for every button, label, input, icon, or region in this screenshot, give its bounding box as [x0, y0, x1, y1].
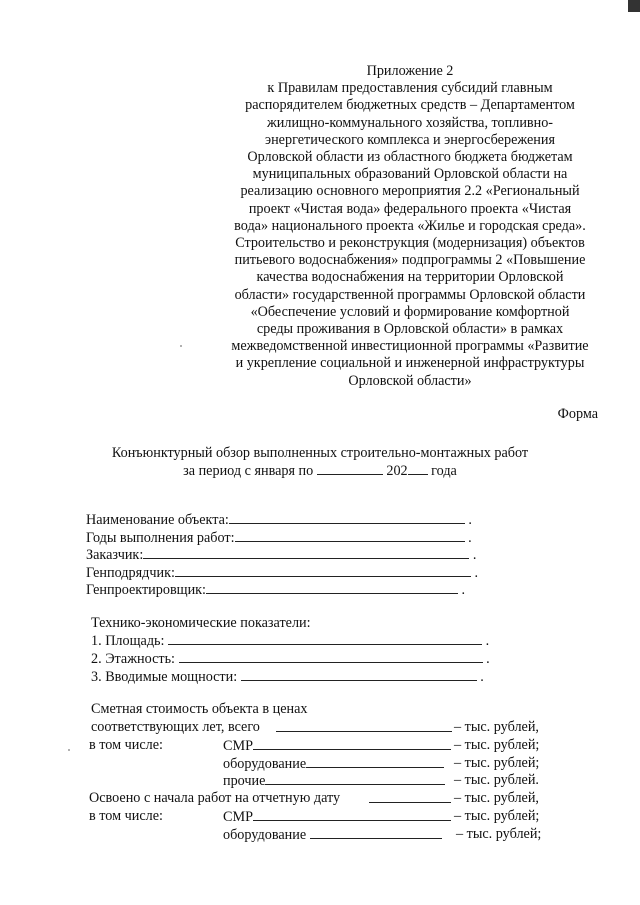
capacity-blank[interactable]: [241, 668, 477, 681]
cost-total-label: соответствующих лет, всего: [91, 719, 260, 735]
appendix-line: Приложение 2: [366, 63, 454, 79]
work-years-blank[interactable]: [235, 529, 465, 542]
appendix-line: муниципальных образований Орловской области на: [252, 166, 568, 183]
floors-blank[interactable]: [179, 650, 483, 663]
designer-row: [86, 581, 465, 599]
cost-equipment-label: оборудование: [223, 756, 307, 772]
mastered-smr-blank[interactable]: [253, 808, 451, 821]
title-period-suffix: года: [431, 463, 457, 479]
cost-total-blank-wrap: [276, 719, 452, 737]
object-name-blank[interactable]: [229, 511, 465, 524]
appendix-line: среды проживания в Орловской области» в рамках: [256, 321, 564, 338]
scan-speck: [180, 345, 182, 347]
designer-blank[interactable]: [206, 581, 458, 594]
mastered-incl-label: в том числе:: [89, 808, 163, 824]
appendix-line: межведомственной инвестиционной программы «Развитие: [231, 338, 589, 355]
cost-other-blank[interactable]: [265, 772, 445, 785]
customer-blank[interactable]: [143, 546, 469, 559]
row-dot: .: [468, 530, 472, 546]
area-label: 1. Площадь:: [91, 633, 165, 649]
mastered-unit: – тыс. рублей,: [454, 790, 539, 806]
mastered-equipment-row: [223, 826, 442, 844]
row-dot: .: [468, 512, 472, 528]
contractor-row: [86, 564, 478, 582]
appendix-line: вода» национального проекта «Жилье и городская среда».: [234, 217, 586, 234]
cost-smr-label: СМР: [223, 738, 253, 754]
appendix-line: питьевого водоснабжения» подпрограммы 2 «Повышение: [234, 252, 586, 269]
cost-smr-unit: – тыс. рублей;: [454, 737, 540, 753]
customer-row: [86, 546, 476, 564]
work-years-row: [86, 529, 472, 547]
row-dot: .: [486, 651, 490, 667]
appendix-line: Орловской области из областного бюджета бюджетам: [247, 149, 573, 166]
cost-equipment-unit: – тыс. рублей;: [454, 755, 540, 771]
cost-smr-row: [223, 737, 451, 755]
mastered-blank[interactable]: [369, 790, 451, 803]
scan-corner-mark: [628, 0, 640, 12]
cost-smr-blank[interactable]: [253, 737, 451, 750]
area-blank[interactable]: [168, 632, 482, 645]
work-years-label: Годы выполнения работ:: [86, 530, 235, 546]
cost-equipment-blank[interactable]: [306, 755, 444, 768]
mastered-equipment-blank[interactable]: [310, 826, 442, 839]
cost-other-label: прочие: [223, 773, 266, 789]
cost-heading: Сметная стоимость объекта в ценах: [91, 701, 308, 717]
floors-row: [91, 650, 490, 668]
appendix-line: реализацию основного мероприятия 2.2 «Региональный: [240, 183, 580, 200]
row-dot: .: [474, 565, 478, 581]
report-title: [0, 444, 640, 480]
title-line-1: Конъюнктурный обзор выполненных строительно-монтажных работ: [111, 445, 529, 461]
row-dot: .: [461, 582, 466, 598]
cost-total-blank[interactable]: [276, 719, 452, 732]
month-blank[interactable]: [317, 462, 383, 475]
floors-label: 2. Этажность:: [91, 651, 175, 667]
mastered-blank-wrap: [369, 790, 451, 808]
designer-label: Генпроектировщик:: [86, 582, 206, 598]
appendix-line: качества водоснабжения на территории Орловской: [256, 269, 564, 286]
cost-total-unit: – тыс. рублей,: [454, 719, 539, 735]
appendix-line: энергетического комплекса и энергосбережения: [265, 131, 555, 148]
year-blank[interactable]: [408, 462, 428, 475]
title-period-prefix: за период с января по: [183, 463, 314, 479]
mastered-smr-unit: – тыс. рублей;: [454, 808, 540, 824]
tech-heading: Технико-экономические показатели:: [91, 615, 311, 631]
capacity-label: 3. Вводимые мощности:: [91, 669, 238, 685]
appendix-line: Строительство и реконструкция (модернизация) объектов: [235, 235, 585, 252]
area-row: [91, 632, 489, 650]
appendix-line: и укрепление социальной и инженерной инфраструктуры: [235, 355, 585, 372]
mastered-label: Освоено с начала работ на отчетную дату: [89, 790, 341, 806]
form-label: Форма: [557, 406, 598, 422]
row-dot: .: [480, 669, 484, 685]
cost-incl-label: в том числе:: [89, 737, 163, 753]
scan-speck: [68, 749, 70, 751]
row-dot: .: [472, 547, 477, 563]
mastered-smr-label: СМР: [223, 809, 253, 825]
object-name-label: Наименование объекта:: [86, 512, 229, 528]
appendix-line: «Обеспечение условий и формирование комфортной: [250, 303, 570, 320]
cost-other-row: [223, 772, 445, 790]
row-dot: .: [485, 633, 490, 649]
mastered-smr-row: [223, 808, 451, 826]
cost-other-unit: – тыс. рублей.: [454, 772, 539, 788]
capacity-row: [91, 668, 484, 686]
object-name-row: [86, 511, 472, 529]
title-year: 202: [386, 463, 408, 479]
mastered-equipment-label: оборудование: [223, 827, 307, 843]
appendix-line: к Правилам предоставления субсидий главным: [267, 80, 553, 97]
cost-equipment-row: [223, 755, 444, 773]
appendix-line: Орловской области»: [348, 372, 472, 389]
customer-label: Заказчик:: [86, 547, 144, 563]
contractor-blank[interactable]: [175, 564, 471, 577]
mastered-equipment-unit: – тыс. рублей;: [456, 826, 542, 842]
title-line-2: [0, 462, 640, 480]
appendix-line: проект «Чистая вода» федерального проекта «Чистая: [248, 200, 572, 217]
contractor-label: Генподрядчик:: [86, 565, 175, 581]
appendix-line: области» государственной программы Орловской области: [234, 286, 586, 303]
appendix-line: распорядителем бюджетных средств – Департаментом: [245, 97, 575, 114]
appendix-line: жилищно-коммунального хозяйства, топливно-: [266, 114, 554, 131]
appendix-header: [210, 63, 610, 390]
